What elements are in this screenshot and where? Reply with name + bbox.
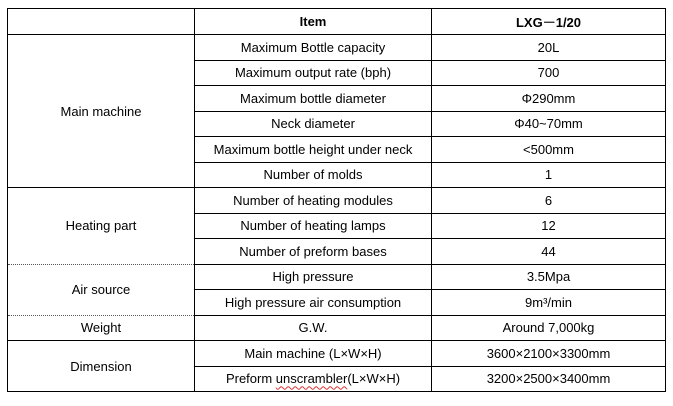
value-cell: 3600×2100×3300mm — [432, 341, 666, 367]
value-cell: 3200×2500×3400mm — [432, 366, 666, 392]
value-cell: Φ290mm — [432, 86, 666, 112]
table-row — [8, 188, 666, 214]
value-cell: <500mm — [432, 137, 666, 163]
table-row — [8, 35, 666, 61]
item-cell: Maximum output rate (bph) — [195, 60, 432, 86]
spellcheck-word: unscrambler — [275, 371, 348, 387]
header-row — [8, 9, 666, 35]
value-cell: Φ40~70mm — [432, 111, 666, 137]
header-model: LXG－1/20 — [432, 9, 666, 35]
table-row — [8, 315, 666, 341]
table-row — [8, 341, 666, 367]
value-cell: 1 — [432, 162, 666, 188]
item-cell: Number of heating modules — [195, 188, 432, 214]
item-cell: Number of preform bases — [195, 239, 432, 265]
item-cell: High pressure air consumption — [195, 290, 432, 316]
group-weight: Weight — [8, 315, 195, 341]
item-cell: Maximum bottle diameter — [195, 86, 432, 112]
header-group-cell — [8, 9, 195, 35]
item-cell: Number of molds — [195, 162, 432, 188]
value-cell: Around 7,000kg — [432, 315, 666, 341]
group-air-source: Air source — [8, 264, 195, 315]
specification-table — [7, 8, 666, 392]
table-row — [8, 264, 666, 290]
item-cell: Maximum bottle height under neck — [195, 137, 432, 163]
group-main-machine: Main machine — [8, 35, 195, 188]
group-dimension: Dimension — [8, 341, 195, 392]
value-cell: 12 — [432, 213, 666, 239]
item-cell: Main machine (L×W×H) — [195, 341, 432, 367]
value-cell: 3.5Mpa — [432, 264, 666, 290]
header-item: Item — [195, 9, 432, 35]
item-text-post: (L×W×H) — [347, 371, 401, 387]
value-cell: 9m³/min — [432, 290, 666, 316]
value-cell: 6 — [432, 188, 666, 214]
value-cell: 700 — [432, 60, 666, 86]
item-cell — [195, 366, 432, 392]
item-cell: Number of heating lamps — [195, 213, 432, 239]
item-text-pre: Preform — [225, 371, 276, 387]
group-heating-part: Heating part — [8, 188, 195, 265]
item-cell: G.W. — [195, 315, 432, 341]
item-cell: High pressure — [195, 264, 432, 290]
value-cell: 44 — [432, 239, 666, 265]
item-cell: Maximum Bottle capacity — [195, 35, 432, 61]
item-cell: Neck diameter — [195, 111, 432, 137]
value-cell: 20L — [432, 35, 666, 61]
